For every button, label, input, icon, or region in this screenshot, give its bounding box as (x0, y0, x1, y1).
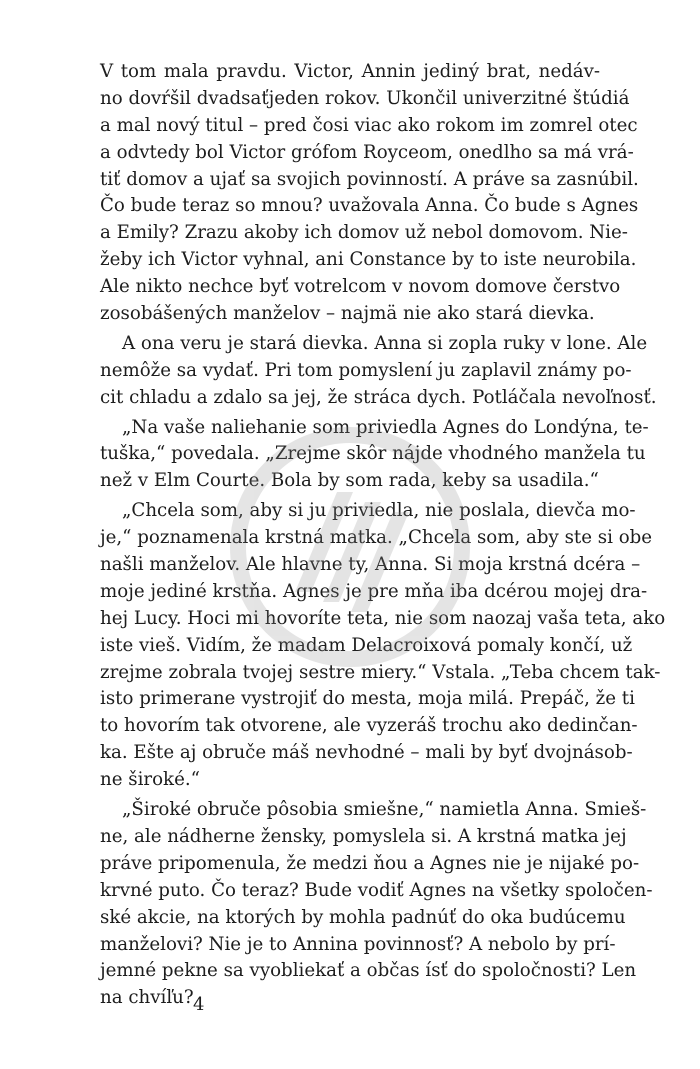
text-line: jemné pekne sa vyobliekať a občas ísť do spoločnosti? Len (100, 960, 637, 982)
text-line: tuška,“ povedala. „Zrejme skôr nájde vhodného manžela tu (100, 443, 646, 465)
text-line: manželovi? Nie je to Annina povinnosť? A nebolo by prí- (100, 933, 616, 955)
text-line: ka. Ešte aj obruče máš nevhodné – mali by byť dvojnásob- (100, 742, 633, 764)
text-line: na chvíľu? (100, 987, 194, 1009)
paragraph (100, 498, 666, 794)
text-line: práve pripomenula, že medzi ňou a Agnes nie je nijaké po- (100, 852, 640, 874)
text-line: zosobášených manželov – najmä nie ako stará dievka. (100, 303, 595, 325)
text-line: „Na vaše naliehanie som priviedla Agnes do Londýna, te- (122, 416, 649, 438)
text-line: Ale nikto nechce byť votrelcom v novom domove čerstvo (100, 276, 621, 298)
text-line: cit chladu a zdalo sa jej, že stráca dych. Potláčala nevoľnosť. (100, 386, 657, 408)
text-line: isto primerane vystrojiť do mesta, moja milá. Prepáč, že ti (100, 688, 635, 710)
text-line: „Chcela som, aby si ju priviedla, nie poslala, dievča mo- (122, 500, 636, 522)
text-line: Čo bude teraz so mnou? uvažovala Anna. Čo bude s Agnes (100, 195, 639, 217)
text-line: to hovorím tak otvorene, ale vyzeráš trochu ako dedinčan- (100, 715, 638, 737)
text-line: a odvtedy bol Victor grófom Royceom, onedlho sa má vrá- (100, 141, 634, 163)
page-number: 4 (193, 994, 205, 1015)
text-line: než v Elm Courte. Bola by som rada, keby sa usadila.“ (100, 470, 599, 492)
text-line: a Emily? Zrazu akoby ich domov už nebol domovom. Nie- (100, 222, 628, 244)
text-line: A ona veru je stará dievka. Anna si zopla ruky v lone. Ale (122, 332, 648, 354)
text-line: a mal nový titul – pred čosi viac ako rokom im zomrel otec (100, 114, 638, 136)
text-line: je,“ poznamenala krstná matka. „Chcela som, aby ste si obe (100, 527, 653, 549)
paragraph (100, 331, 657, 412)
text-line: tiť domov a ujať sa svojich povinností. A práve sa zasnúbil. (100, 168, 639, 190)
paragraph (100, 59, 639, 328)
page-text (100, 59, 666, 1012)
text-line: krvné puto. Čo teraz? Bude vodiť Agnes na všetky spoločen- (100, 879, 653, 901)
text-line: V tom mala pravdu. Victor, Annin jediný brat, nedáv- (100, 61, 600, 82)
text-line: iste vieš. Vidím, že madam Delacroixová pomaly končí, už (100, 634, 633, 656)
text-line: zrejme zobrala tvojej sestre miery.“ Vstala. „Teba chcem tak- (100, 661, 661, 683)
text-line: ne široké.“ (100, 769, 200, 791)
text-line: moje jediné krstňa. Agnes je pre mňa iba dcérou mojej dra- (100, 580, 648, 602)
text-line: ne, ale nádherne žensky, pomyslela si. A krstná matka jej (100, 825, 627, 847)
text-line: žeby ich Victor vyhnal, ani Constance by to iste neurobila. (100, 249, 637, 271)
text-line: „Široké obruče pôsobia smiešne,“ namietla Anna. Smieš- (122, 799, 647, 821)
text-line: našli manželov. Ale hlavne ty, Anna. Si moja krstná dcéra – (100, 554, 641, 576)
text-line: no dovŕšil dvadsaťjeden rokov. Ukončil univerzitné štúdiá (100, 87, 630, 109)
text-line: ské akcie, na ktorých by mohla padnúť do oka budúcemu (100, 906, 626, 928)
paragraph (100, 415, 649, 496)
text-line: nemôže sa vydať. Pri tom pomyslení ju zaplavil známy po- (100, 359, 632, 381)
text-line: hej Lucy. Hoci mi hovoríte teta, nie som naozaj vaša teta, ako (100, 607, 666, 629)
paragraph (100, 797, 653, 1012)
